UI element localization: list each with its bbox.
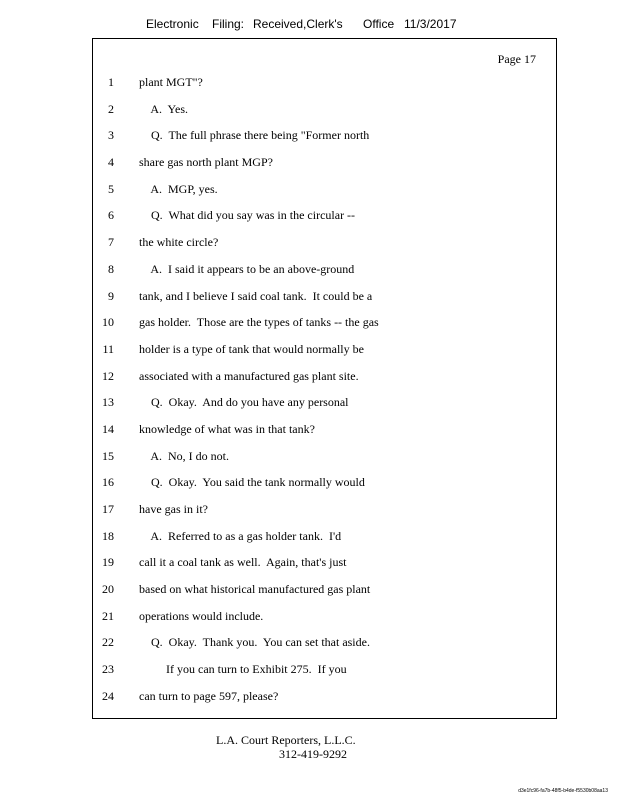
line-number: 22 <box>102 635 114 650</box>
line-number: 13 <box>102 395 114 410</box>
line-text: A. I said it appears to be an above-ground <box>139 261 355 276</box>
transcript-line <box>93 229 556 256</box>
line-text: A. MGP, yes. <box>139 181 218 196</box>
transcript-line <box>93 416 556 443</box>
line-text: call it a coal tank as well. Again, that's just <box>139 555 347 570</box>
line-text: Q. Okay. And do you have any personal <box>139 395 349 410</box>
line-number: 10 <box>102 315 114 330</box>
transcript-line <box>93 603 556 630</box>
line-number: 7 <box>108 235 114 250</box>
footer-phone: 312-419-9292 <box>279 747 347 761</box>
transcript-line <box>93 629 556 656</box>
page-number: Page 17 <box>497 52 536 66</box>
line-number: 12 <box>102 368 114 383</box>
line-text: A. Yes. <box>139 101 189 116</box>
line-text: Q. What did you say was in the circular -- <box>139 208 356 223</box>
line-number: 21 <box>102 608 114 623</box>
line-text: holder is a type of tank that would normally be <box>139 341 364 356</box>
header-electronic: Electronic <box>146 17 199 31</box>
line-number: 4 <box>108 155 114 170</box>
line-number: 23 <box>102 662 114 677</box>
line-text: Q. Okay. You said the tank normally would <box>139 475 365 490</box>
transcript-line <box>93 69 556 96</box>
line-text: Q. The full phrase there being "Former north <box>139 128 370 143</box>
line-number: 1 <box>108 75 114 89</box>
transcript-line <box>93 656 556 683</box>
transcript-page-frame <box>92 38 557 719</box>
line-number: 24 <box>102 688 114 703</box>
transcript-line <box>93 443 556 470</box>
filing-header <box>0 17 618 33</box>
line-number: 9 <box>108 288 114 303</box>
line-text: can turn to page 597, please? <box>139 688 279 703</box>
header-filing: Filing: <box>212 17 245 31</box>
line-text: share gas north plant MGP? <box>139 155 273 170</box>
transcript-line <box>93 176 556 203</box>
line-text: A. Referred to as a gas holder tank. I'd <box>139 528 342 543</box>
line-number: 11 <box>102 341 114 356</box>
line-text: If you can turn to Exhibit 275. If you <box>139 662 347 677</box>
transcript-lines <box>93 69 556 710</box>
line-number: 19 <box>102 555 114 570</box>
line-text: knowledge of what was in that tank? <box>139 421 315 436</box>
header-date: 11/3/2017 <box>404 17 457 31</box>
line-number: 6 <box>108 208 114 223</box>
transcript-line <box>93 683 556 710</box>
transcript-line <box>93 336 556 363</box>
transcript-line <box>93 149 556 176</box>
line-text: Q. Okay. Thank you. You can set that aside. <box>139 635 370 650</box>
transcript-line <box>93 309 556 336</box>
transcript-line <box>93 122 556 149</box>
transcript-line <box>93 576 556 603</box>
transcript-line <box>93 96 556 123</box>
line-number: 20 <box>102 582 114 597</box>
transcript-line <box>93 256 556 283</box>
transcript-line <box>93 549 556 576</box>
line-number: 16 <box>102 475 114 490</box>
line-text: operations would include. <box>139 608 264 623</box>
line-text: gas holder. Those are the types of tanks -- the gas <box>139 315 379 330</box>
footer-company: L.A. Court Reporters, L.L.C. <box>216 733 356 747</box>
header-received: Received,Clerk's <box>253 17 343 31</box>
transcript-line <box>93 363 556 390</box>
line-text: plant MGT"? <box>139 75 203 89</box>
transcript-line <box>93 469 556 496</box>
line-text: A. No, I do not. <box>139 448 229 463</box>
transcript-line <box>93 523 556 550</box>
line-text: based on what historical manufactured gas plant <box>139 582 371 597</box>
line-number: 15 <box>102 448 114 463</box>
line-number: 5 <box>108 181 114 196</box>
line-number: 14 <box>102 421 114 436</box>
line-number: 2 <box>108 101 114 116</box>
transcript-line <box>93 496 556 523</box>
transcript-line <box>93 283 556 310</box>
document-id: d3e1fc96-fa7b-48f5-b4de-f5530b08aa13 <box>518 788 608 794</box>
transcript-line <box>93 202 556 229</box>
line-number: 18 <box>102 528 114 543</box>
line-text: have gas in it? <box>139 502 208 516</box>
line-text: tank, and I believe I said coal tank. It could be a <box>139 288 373 303</box>
line-number: 3 <box>108 128 114 143</box>
line-number: 8 <box>108 261 114 276</box>
line-text: associated with a manufactured gas plant site. <box>139 368 359 383</box>
line-number: 17 <box>102 502 114 516</box>
line-text: the white circle? <box>139 235 219 250</box>
header-office: Office <box>363 17 395 31</box>
transcript-line <box>93 389 556 416</box>
